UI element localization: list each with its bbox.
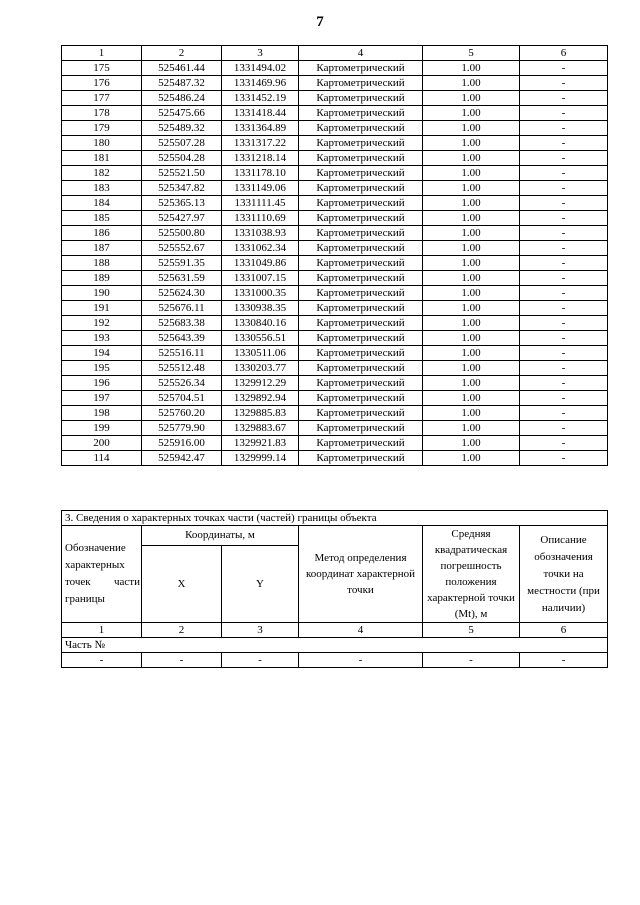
table-row xyxy=(62,76,608,91)
table-cell: 1331110.69 xyxy=(222,211,299,226)
table-row xyxy=(62,301,608,316)
table-cell: 525624.30 xyxy=(142,286,222,301)
table-cell: - xyxy=(520,361,608,376)
table-cell: 1.00 xyxy=(423,421,520,436)
table-cell: 525507.28 xyxy=(142,136,222,151)
table-cell: 1.00 xyxy=(423,406,520,421)
table-row xyxy=(62,181,608,196)
table-cell: Картометрический xyxy=(299,76,423,91)
parts-table xyxy=(61,510,608,668)
table-cell: 1.00 xyxy=(423,91,520,106)
table-cell: - xyxy=(520,106,608,121)
table-cell: Картометрический xyxy=(299,241,423,256)
table-row xyxy=(62,61,608,76)
table-cell: 1330938.35 xyxy=(222,301,299,316)
column-number: 6 xyxy=(520,623,608,638)
table-cell: 525760.20 xyxy=(142,406,222,421)
section-title: 3. Сведения о характерных точках части (частей) границы объекта xyxy=(62,511,608,526)
column-number: 2 xyxy=(142,623,222,638)
table-cell: 1.00 xyxy=(423,331,520,346)
table-cell: Картометрический xyxy=(299,211,423,226)
empty-cell: - xyxy=(62,653,142,668)
table-cell: - xyxy=(520,136,608,151)
table-cell: 525504.28 xyxy=(142,151,222,166)
x-header: X xyxy=(142,545,222,622)
table-row xyxy=(62,211,608,226)
table-cell: 1330511.06 xyxy=(222,346,299,361)
table-cell: 1331111.45 xyxy=(222,196,299,211)
table-cell: 525676.11 xyxy=(142,301,222,316)
table-cell: Картометрический xyxy=(299,256,423,271)
table-cell: 197 xyxy=(62,391,142,406)
table-cell: 525475.66 xyxy=(142,106,222,121)
empty-cell: - xyxy=(423,653,520,668)
table-cell: - xyxy=(520,181,608,196)
table-row xyxy=(62,421,608,436)
table-header-row xyxy=(62,46,608,61)
table-cell: 1330203.77 xyxy=(222,361,299,376)
table-cell: 1.00 xyxy=(423,196,520,211)
table-cell: 1.00 xyxy=(423,361,520,376)
table-cell: 1331000.35 xyxy=(222,286,299,301)
table-cell: 525347.82 xyxy=(142,181,222,196)
table-cell: 1331364.89 xyxy=(222,121,299,136)
table-cell: 525916.00 xyxy=(142,436,222,451)
table-cell: 1.00 xyxy=(423,121,520,136)
table-cell: 1.00 xyxy=(423,151,520,166)
table-cell: 191 xyxy=(62,301,142,316)
table-cell: 1331452.19 xyxy=(222,91,299,106)
table-cell: 1.00 xyxy=(423,211,520,226)
table-cell: 525500.80 xyxy=(142,226,222,241)
table-cell: Картометрический xyxy=(299,406,423,421)
table-cell: Картометрический xyxy=(299,316,423,331)
table-cell: 525512.48 xyxy=(142,361,222,376)
table-cell: 1331317.22 xyxy=(222,136,299,151)
table-cell: 192 xyxy=(62,316,142,331)
column-number: 1 xyxy=(62,623,142,638)
table-cell: Картометрический xyxy=(299,331,423,346)
coordinates-table xyxy=(61,45,608,466)
table-cell: Картометрический xyxy=(299,451,423,466)
table-cell: Картометрический xyxy=(299,226,423,241)
table-cell: Картометрический xyxy=(299,301,423,316)
table-cell: 1.00 xyxy=(423,376,520,391)
table-cell: - xyxy=(520,91,608,106)
y-header: Y xyxy=(222,545,299,622)
table-cell: 1329999.14 xyxy=(222,451,299,466)
table-row xyxy=(62,316,608,331)
table-row xyxy=(62,106,608,121)
table-cell: Картометрический xyxy=(299,421,423,436)
table-cell: 1330840.16 xyxy=(222,316,299,331)
table-cell: 1.00 xyxy=(423,226,520,241)
empty-cell: - xyxy=(142,653,222,668)
coordinates-header: Координаты, м xyxy=(142,526,299,546)
table-cell: 187 xyxy=(62,241,142,256)
table-cell: 1.00 xyxy=(423,301,520,316)
table-cell: 1329885.83 xyxy=(222,406,299,421)
table-cell: 1331007.15 xyxy=(222,271,299,286)
table-cell: 525489.32 xyxy=(142,121,222,136)
table-cell: 178 xyxy=(62,106,142,121)
table-cell: Картометрический xyxy=(299,376,423,391)
table-cell: 1331062.34 xyxy=(222,241,299,256)
table-cell: 179 xyxy=(62,121,142,136)
table-cell: Картометрический xyxy=(299,136,423,151)
table-cell: 525942.47 xyxy=(142,451,222,466)
table-cell: - xyxy=(520,436,608,451)
page-number: 7 xyxy=(316,14,324,30)
table-cell: 525486.24 xyxy=(142,91,222,106)
table-cell: Картометрический xyxy=(299,61,423,76)
empty-cell: - xyxy=(222,653,299,668)
table-cell: - xyxy=(520,331,608,346)
table-cell: - xyxy=(520,286,608,301)
table-cell: 188 xyxy=(62,256,142,271)
table-cell: 525427.97 xyxy=(142,211,222,226)
table-cell: 182 xyxy=(62,166,142,181)
table-cell: 196 xyxy=(62,376,142,391)
empty-cell: - xyxy=(520,653,608,668)
table-cell: 1.00 xyxy=(423,346,520,361)
table-cell: Картометрический xyxy=(299,151,423,166)
table-cell: - xyxy=(520,211,608,226)
table-cell: 186 xyxy=(62,226,142,241)
table-cell: Картометрический xyxy=(299,196,423,211)
table-cell: - xyxy=(520,166,608,181)
column-number: 4 xyxy=(299,623,423,638)
table-cell: - xyxy=(520,451,608,466)
table-cell: 1.00 xyxy=(423,61,520,76)
table-cell: - xyxy=(520,256,608,271)
table-cell: - xyxy=(520,301,608,316)
table-cell: 1330556.51 xyxy=(222,331,299,346)
table-cell: 194 xyxy=(62,346,142,361)
table-row xyxy=(62,256,608,271)
table-row xyxy=(62,196,608,211)
table-cell: 195 xyxy=(62,361,142,376)
table-row xyxy=(62,346,608,361)
table-cell: 525631.59 xyxy=(142,271,222,286)
table-row xyxy=(62,361,608,376)
table-cell: 175 xyxy=(62,61,142,76)
column-number: 5 xyxy=(423,623,520,638)
table-cell: 525461.44 xyxy=(142,61,222,76)
table-cell: 1.00 xyxy=(423,316,520,331)
table-cell: 1.00 xyxy=(423,256,520,271)
table-cell: 525526.34 xyxy=(142,376,222,391)
table-cell: 1331494.02 xyxy=(222,61,299,76)
table-cell: - xyxy=(520,316,608,331)
table-cell: 525591.35 xyxy=(142,256,222,271)
table-cell: 190 xyxy=(62,286,142,301)
header-cell: 2 xyxy=(142,46,222,61)
table-cell: 1331049.86 xyxy=(222,256,299,271)
table-row xyxy=(62,451,608,466)
table-cell: - xyxy=(520,241,608,256)
table-row xyxy=(62,166,608,181)
table-cell: - xyxy=(520,76,608,91)
table-cell: 525704.51 xyxy=(142,391,222,406)
table-row xyxy=(62,271,608,286)
table-cell: Картометрический xyxy=(299,346,423,361)
table-cell: 184 xyxy=(62,196,142,211)
table-cell: 177 xyxy=(62,91,142,106)
table-cell: Картометрический xyxy=(299,286,423,301)
method-header: Метод определения координат характерной точки xyxy=(299,526,423,623)
table-cell: 1331218.14 xyxy=(222,151,299,166)
table-cell: 189 xyxy=(62,271,142,286)
table-cell: 1331178.10 xyxy=(222,166,299,181)
header-cell: 6 xyxy=(520,46,608,61)
table-row xyxy=(62,136,608,151)
table-row xyxy=(62,121,608,136)
table-cell: 1329892.94 xyxy=(222,391,299,406)
table-row xyxy=(62,151,608,166)
table-cell: 1.00 xyxy=(423,136,520,151)
table-cell: 525521.50 xyxy=(142,166,222,181)
table-cell: 1329883.67 xyxy=(222,421,299,436)
description-header: Описание обозначения точки на местности (при наличии) xyxy=(520,526,608,623)
table-cell: 1.00 xyxy=(423,166,520,181)
table-cell: - xyxy=(520,61,608,76)
table-cell: Картометрический xyxy=(299,106,423,121)
table-cell: - xyxy=(520,421,608,436)
table-cell: 1.00 xyxy=(423,76,520,91)
table-cell: 1331038.93 xyxy=(222,226,299,241)
table-cell: Картометрический xyxy=(299,166,423,181)
table-cell: - xyxy=(520,346,608,361)
table-cell: 525552.67 xyxy=(142,241,222,256)
table-cell: Картометрический xyxy=(299,91,423,106)
table-cell: 1.00 xyxy=(423,391,520,406)
table-cell: 1329912.29 xyxy=(222,376,299,391)
table-cell: Картометрический xyxy=(299,121,423,136)
table-cell: Картометрический xyxy=(299,181,423,196)
table-cell: 1331149.06 xyxy=(222,181,299,196)
table-cell: - xyxy=(520,391,608,406)
table-row xyxy=(62,226,608,241)
point-designation-header: Обозначение характерных точек части границы xyxy=(62,526,142,623)
table-cell: 181 xyxy=(62,151,142,166)
header-cell: 5 xyxy=(423,46,520,61)
table-cell: 1.00 xyxy=(423,286,520,301)
table-cell: - xyxy=(520,406,608,421)
table-row xyxy=(62,91,608,106)
table-cell: - xyxy=(520,376,608,391)
part-label: Часть № xyxy=(62,638,608,653)
table-cell: - xyxy=(520,196,608,211)
table-cell: 198 xyxy=(62,406,142,421)
table-cell: 1.00 xyxy=(423,106,520,121)
table-cell: 525779.90 xyxy=(142,421,222,436)
table-cell: 200 xyxy=(62,436,142,451)
table-cell: 1.00 xyxy=(423,451,520,466)
table-cell: 183 xyxy=(62,181,142,196)
table-cell: 525487.32 xyxy=(142,76,222,91)
table-cell: 176 xyxy=(62,76,142,91)
table-row xyxy=(62,376,608,391)
table-cell: Картометрический xyxy=(299,391,423,406)
error-header: Средняя квадратическая погрешность положения характерной точки (Mt), м xyxy=(423,526,520,623)
table-cell: 1.00 xyxy=(423,271,520,286)
table-cell: 1.00 xyxy=(423,181,520,196)
table-row xyxy=(62,406,608,421)
table-row xyxy=(62,331,608,346)
column-number: 3 xyxy=(222,623,299,638)
table-cell: 525643.39 xyxy=(142,331,222,346)
table-cell: - xyxy=(520,271,608,286)
table-cell: Картометрический xyxy=(299,271,423,286)
table-row xyxy=(62,391,608,406)
table-cell: - xyxy=(520,121,608,136)
table-cell: 193 xyxy=(62,331,142,346)
table-row xyxy=(62,436,608,451)
table-cell: 1331418.44 xyxy=(222,106,299,121)
table-row xyxy=(62,241,608,256)
table-cell: 1.00 xyxy=(423,436,520,451)
header-cell: 4 xyxy=(299,46,423,61)
table-cell: 1.00 xyxy=(423,241,520,256)
table-cell: Картометрический xyxy=(299,436,423,451)
table-cell: 114 xyxy=(62,451,142,466)
table-row xyxy=(62,286,608,301)
table-cell: 185 xyxy=(62,211,142,226)
table-cell: 180 xyxy=(62,136,142,151)
table-cell: 199 xyxy=(62,421,142,436)
table-cell: 525365.13 xyxy=(142,196,222,211)
table-cell: 525516.11 xyxy=(142,346,222,361)
table-cell: Картометрический xyxy=(299,361,423,376)
table-cell: 1329921.83 xyxy=(222,436,299,451)
table-cell: 525683.38 xyxy=(142,316,222,331)
header-cell: 1 xyxy=(62,46,142,61)
table-cell: - xyxy=(520,151,608,166)
table-cell: 1331469.96 xyxy=(222,76,299,91)
empty-cell: - xyxy=(299,653,423,668)
table-cell: - xyxy=(520,226,608,241)
header-cell: 3 xyxy=(222,46,299,61)
